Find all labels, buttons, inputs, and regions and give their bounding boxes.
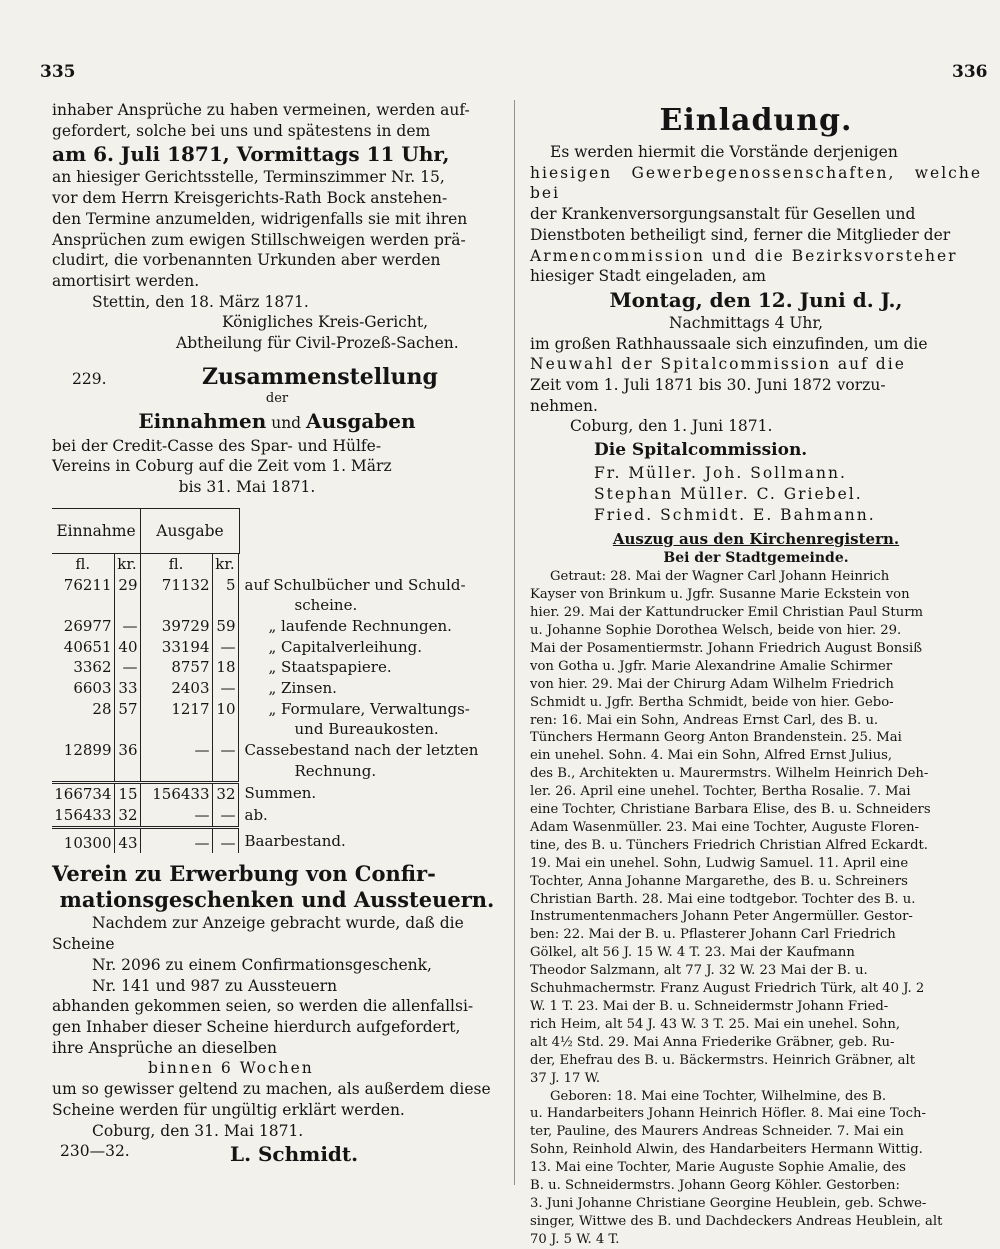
invitation-line: Armencommission und die Bezirksvorsteher — [530, 246, 958, 265]
cell-expense-fl: 8757 — [171, 658, 210, 677]
cell-label: Rechnung. — [294, 761, 377, 780]
register-line: u. Handarbeiters Johann Heinrich Höfler. 8. Mai eine Toch- — [530, 1106, 926, 1122]
verein-deadline: binnen 6 Wochen — [148, 1059, 314, 1078]
verein-title: mationsgeschenken und Aussteuern. — [59, 887, 495, 913]
cell-income-fl: 12899 — [63, 741, 112, 760]
register-line: Tünchers Hermann Georg Anton Brandenstein. 25. Mai — [530, 730, 902, 746]
cell-income-kr: 29 — [114, 575, 140, 596]
register-line: von hier. 29. Mai der Chirurg Adam Wilhelm Friedrich — [530, 676, 894, 692]
cell-income-fl: 28 — [92, 699, 112, 718]
register-line: W. 1 T. 23. Mai der B. u. Schneidermstr Johann Fried- — [530, 999, 889, 1014]
register-line: Sohn, Reinhold Alwin, des Handarbeiters Hermann Wittig. — [530, 1142, 923, 1158]
commission-member: Fr. Müller. Joh. Sollmann. — [594, 464, 847, 483]
cell-expense-kr: — — [212, 827, 238, 853]
register-line: Adam Wasenmüller. 23. Mai eine Tochter, Auguste Floren- — [530, 819, 920, 835]
cell-income-fl: 26977 — [63, 616, 112, 635]
verein-line: gen Inhaber dieser Scheine hierdurch aufgefordert, — [52, 1018, 461, 1036]
summary-title: Zusammenstellung — [202, 363, 438, 390]
invitation-time: Nachmittags 4 Uhr, — [668, 313, 824, 332]
table-row-cont — [52, 719, 500, 740]
notice-line: amortisirt werden. — [52, 271, 200, 290]
invitation-line: der Krankenversorgungsanstalt für Gesellen und — [530, 205, 916, 224]
church-registers — [530, 529, 982, 1248]
cell-label: Baarbestand. — [244, 832, 346, 851]
register-line: Instrumentenmachers Johann Peter Angermüller. Gestor- — [530, 909, 913, 925]
column-divider — [514, 100, 515, 1185]
register-line: hier. 29. Mai der Kattundrucker Emil Christian Paul Sturm — [530, 605, 924, 621]
cell-income-kr: 40 — [114, 637, 140, 658]
table-row-cont — [52, 595, 500, 616]
verein-ticket-2: Nr. 141 und 987 zu Aussteuern — [92, 976, 338, 995]
cell-expense-fl: 156433 — [140, 783, 212, 805]
invitation-line: Es werden hiermit die Vorstände derjenigen — [550, 143, 898, 161]
ledger-header — [52, 508, 240, 554]
registers-text — [530, 568, 982, 1087]
registers-title: Auszug aus den Kirchenregistern. — [612, 530, 900, 549]
cell-label: auf Schulbücher und Schuld- — [244, 575, 466, 594]
left-column — [52, 100, 502, 1167]
register-line: der, Ehefrau des B. u. Bäckermstrs. Heinrich Gräbner, alt — [530, 1052, 916, 1068]
register-line: tine, des B. u. Tünchers Friedrich Christian Alfred Eckardt. — [530, 837, 929, 853]
cell-expense-fl: — — [194, 806, 210, 825]
register-line: Kayser von Brinkum u. Jgfr. Susanne Marie Eckstein von — [530, 587, 910, 603]
table-row — [52, 575, 500, 596]
sum-row — [52, 805, 500, 827]
notice-signature-1: Königliches Kreis-Gericht, — [222, 313, 429, 332]
verein-signature: L. Schmidt. — [230, 1142, 359, 1167]
notice-line: den Termine anzumelden, widrigenfalls sie mit ihren — [52, 209, 468, 228]
table-row — [52, 678, 500, 699]
register-line: 37 J. 17 W. — [530, 1070, 601, 1086]
cell-expense-kr: 59 — [212, 616, 238, 637]
invitation-line: nehmen. — [530, 396, 598, 415]
register-line: des B., Architekten u. Maurermstrs. Wilhelm Heinrich Deh- — [530, 766, 929, 782]
cell-expense-kr: 18 — [212, 657, 238, 678]
cell-expense-fl: 1217 — [171, 699, 210, 718]
verein-section — [52, 861, 502, 1167]
verein-ticket-1: Nr. 2096 zu einem Confirmationsgeschenk, — [92, 955, 432, 974]
cell-income-kr: 33 — [114, 678, 140, 699]
register-line: 70 J. 5 W. 4 T. — [530, 1231, 620, 1247]
summary-und: und — [271, 413, 302, 432]
cell-income-fl: 3362 — [73, 658, 112, 677]
entry-number: 229. — [72, 369, 107, 388]
unit-kr: kr. — [212, 554, 238, 575]
notice-signature-2: Abtheilung für Civil-Prozeß-Sachen. — [176, 334, 459, 353]
cell-label: „ Staatspapiere. — [268, 658, 392, 677]
register-line: ren: 16. Mai ein Sohn, Andreas Ernst Carl, des B. u. — [530, 712, 879, 728]
verein-line: Scheine — [52, 935, 115, 954]
invitation-line: Dienstboten betheiligt sind, ferner die Mitglieder der — [530, 225, 951, 244]
register-line: Theodor Salzmann, alt 77 J. 32 W. 23 Mai der B. u. — [530, 963, 868, 979]
unit-fl: fl. — [168, 554, 184, 573]
verein-title: Verein zu Erwerbung von Confir- — [52, 861, 436, 887]
verein-number: 230—32. — [60, 1142, 130, 1161]
sum-row — [52, 783, 500, 805]
page-number-right: 336 — [952, 62, 988, 82]
summary-line: bei der Credit-Casse des Spar- und Hülfe- — [52, 436, 382, 455]
register-line: 13. Mai eine Tochter, Marie Auguste Sophie Amalie, des — [530, 1160, 906, 1176]
register-line: ler. 26. April eine unehel. Tochter, Bertha Rosalie. 7. Mai — [530, 784, 911, 800]
invitation-title: Einladung. — [659, 103, 853, 138]
unit-kr: kr. — [114, 554, 140, 575]
invitation-line: Zeit vom 1. Juli 1871 bis 30. Juni 1872 vorzu- — [530, 376, 886, 395]
notice-section — [52, 100, 502, 354]
cell-expense-fl: 71132 — [161, 575, 210, 594]
cell-label: und Bureaukosten. — [294, 720, 439, 739]
invitation-place-date: Coburg, den 1. Juni 1871. — [570, 417, 773, 436]
verein-line: um so gewisser geltend zu machen, als außerdem diese — [52, 1080, 491, 1099]
cell-label: „ Capitalverleihung. — [268, 637, 422, 656]
cell-income-kr: 57 — [114, 699, 140, 720]
cell-expense-fl: — — [194, 741, 210, 760]
cell-expense-kr: — — [212, 637, 238, 658]
register-line: Schmidt u. Jgfr. Bertha Schmidt, beide von hier. Gebo- — [530, 694, 894, 710]
commission-name: Die Spitalcommission. — [594, 440, 808, 461]
cell-income-fl: 6603 — [73, 679, 112, 698]
register-line: Getraut: 28. Mai der Wagner Carl Johann Heinrich — [550, 569, 890, 585]
verein-line: ihre Ansprüche an dieselben — [52, 1038, 278, 1057]
cell-income-kr: 43 — [114, 827, 140, 853]
cell-expense-fl: 39729 — [161, 616, 210, 635]
summary-der: der — [265, 390, 289, 406]
cell-income-kr: 36 — [114, 740, 140, 761]
balance-row — [52, 827, 500, 853]
cell-expense-fl: — — [140, 827, 212, 853]
cell-income-fl: 156433 — [54, 806, 112, 825]
table-row — [52, 699, 500, 720]
notice-line: an hiesiger Gerichtsstelle, Terminszimmer Nr. 15, — [52, 168, 445, 187]
cell-expense-kr: — — [212, 740, 238, 761]
register-line: ein unehel. Sohn. 4. Mai ein Sohn, Alfred Ernst Julius, — [530, 748, 893, 764]
verein-line: abhanden gekommen seien, so werden die allenfallsi- — [52, 997, 474, 1016]
cell-label: scheine. — [294, 596, 358, 615]
right-column — [530, 100, 982, 1249]
table-row-cont — [52, 761, 500, 783]
cell-label: ab. — [244, 806, 268, 825]
cell-income-kr: 15 — [114, 783, 140, 805]
notice-place-date: Stettin, den 18. März 1871. — [92, 292, 309, 311]
cell-income-fl: 76211 — [63, 575, 112, 594]
cell-income-kr: 32 — [114, 805, 140, 827]
cell-expense-kr: — — [212, 678, 238, 699]
cell-label: „ Zinsen. — [268, 679, 337, 698]
table-row — [52, 740, 500, 761]
cell-expense-kr: 10 — [212, 699, 238, 720]
cell-income-kr: — — [114, 657, 140, 678]
ledger-header-expense: Ausgabe — [141, 509, 240, 553]
register-line: Schuhmachermstr. Franz August Friedrich Türk, alt 40 J. 2 — [530, 981, 925, 997]
cell-expense-fl: 2403 — [171, 679, 210, 698]
cell-expense-kr: 32 — [212, 783, 238, 805]
register-line: alt 4½ Std. 29. Mai Anna Friederike Gräbner, geb. Ru- — [530, 1034, 895, 1050]
invitation-line: Neuwahl der Spitalcommission auf die — [530, 355, 906, 374]
register-line: ben: 22. Mai der B. u. Pflasterer Johann Carl Friedrich — [530, 927, 896, 943]
cell-expense-kr: 5 — [212, 575, 238, 596]
invitation-line: im großen Rathhaussaale sich einzufinden, um die — [530, 334, 928, 353]
cell-expense-fl: 33194 — [161, 637, 210, 656]
verein-line: Scheine werden für ungültig erklärt werden. — [52, 1100, 405, 1119]
notice-line: cludirt, die vorbenannten Urkunden aber werden — [52, 251, 441, 270]
notice-date-line: am 6. Juli 1871, Vormittags 11 Uhr, — [52, 142, 450, 167]
table-row — [52, 616, 500, 637]
register-line: eine Tochter, Christiane Barbara Elise, des B. u. Schneiders — [530, 802, 931, 818]
notice-line: gefordert, solche bei uns und spätestens in dem — [52, 121, 431, 140]
register-line: 19. Mai ein unehel. Sohn, Ludwig Samuel. 11. April eine — [530, 855, 909, 871]
notice-line: Ansprüchen zum ewigen Stillschweigen werden prä- — [52, 230, 466, 249]
ledger-unit-row — [52, 554, 500, 575]
register-line: Christian Barth. 28. Mai eine todtgebor. Tochter des B. u. — [530, 891, 916, 907]
register-line: rich Heim, alt 54 J. 43 W. 3 T. 25. Mai ein unehel. Sohn, — [530, 1016, 901, 1032]
register-line: Tochter, Anna Johanne Margarethe, des B. u. Schreiners — [530, 873, 908, 889]
summary-expense-word: Ausgaben — [306, 408, 416, 433]
invitation-line: hiesigen Gewerbegenossenschaften, welche bei — [530, 163, 982, 203]
cell-expense-kr: — — [212, 805, 238, 827]
cell-income-fl: 40651 — [63, 637, 112, 656]
table-row — [52, 657, 500, 678]
register-line: ter, Pauline, des Maurers Andreas Schneider. 7. Mai ein — [530, 1124, 904, 1140]
verein-line: Nachdem zur Anzeige gebracht wurde, daß die — [92, 914, 464, 933]
summary-heading — [52, 364, 502, 498]
summary-income-word: Einnahmen — [138, 408, 267, 433]
registers-subtitle: Bei der Stadtgemeinde. — [663, 550, 849, 567]
register-line: 3. Juni Johanne Christiane Georgine Heublein, geb. Schwe- — [530, 1195, 927, 1211]
cell-income-fl: 166734 — [52, 783, 114, 805]
commission-member: Fried. Schmidt. E. Bahmann. — [594, 505, 876, 524]
cell-income-fl: 10300 — [52, 827, 114, 853]
verein-date: Coburg, den 31. Mai 1871. — [92, 1121, 304, 1140]
register-line: Geboren: 18. Mai eine Tochter, Wilhelmine, des B. — [550, 1088, 887, 1104]
page-number-left: 335 — [40, 62, 76, 82]
notice-line: vor dem Herrn Kreisgerichts-Rath Bock anstehen- — [52, 189, 448, 208]
cell-income-kr: — — [114, 616, 140, 637]
unit-fl: fl. — [75, 554, 91, 573]
cell-label: Summen. — [244, 783, 317, 802]
invitation-date: Montag, den 12. Juni d. J., — [609, 287, 903, 312]
cell-label: „ laufende Rechnungen. — [268, 616, 452, 635]
summary-line: bis 31. Mai 1871. — [178, 478, 316, 497]
ledger — [52, 508, 502, 854]
summary-line: Vereins in Coburg auf die Zeit vom 1. März — [52, 457, 392, 476]
notice-line: inhaber Ansprüche zu haben vermeinen, werden auf- — [52, 101, 470, 119]
ledger-header-income: Einnahme — [52, 509, 141, 553]
table-row — [52, 637, 500, 658]
registers-text — [530, 1088, 982, 1249]
register-line: Gölkel, alt 56 J. 15 W. 4 T. 23. Mai der Kaufmann — [530, 945, 855, 961]
invitation-line: hiesiger Stadt eingeladen, am — [530, 267, 766, 286]
register-line: Mai der Posamentiermstr. Johann Friedrich August Bonsiß — [530, 640, 923, 656]
register-line: u. Johanne Sophie Dorothea Welsch, beide von hier. 29. — [530, 622, 902, 638]
cell-label: Cassebestand nach der letzten — [244, 741, 479, 760]
ledger-table — [52, 554, 500, 854]
register-line: von Gotha u. Jgfr. Marie Alexandrine Amalie Schirmer — [530, 658, 893, 674]
cell-label: „ Formulare, Verwaltungs- — [268, 699, 470, 718]
register-line: singer, Wittwe des B. und Dachdeckers Andreas Heublein, alt — [530, 1213, 943, 1229]
commission-member: Stephan Müller. C. Griebel. — [594, 484, 863, 503]
register-line: B. u. Schneidermstrs. Johann Georg Köhler. Gestorben: — [530, 1178, 900, 1194]
